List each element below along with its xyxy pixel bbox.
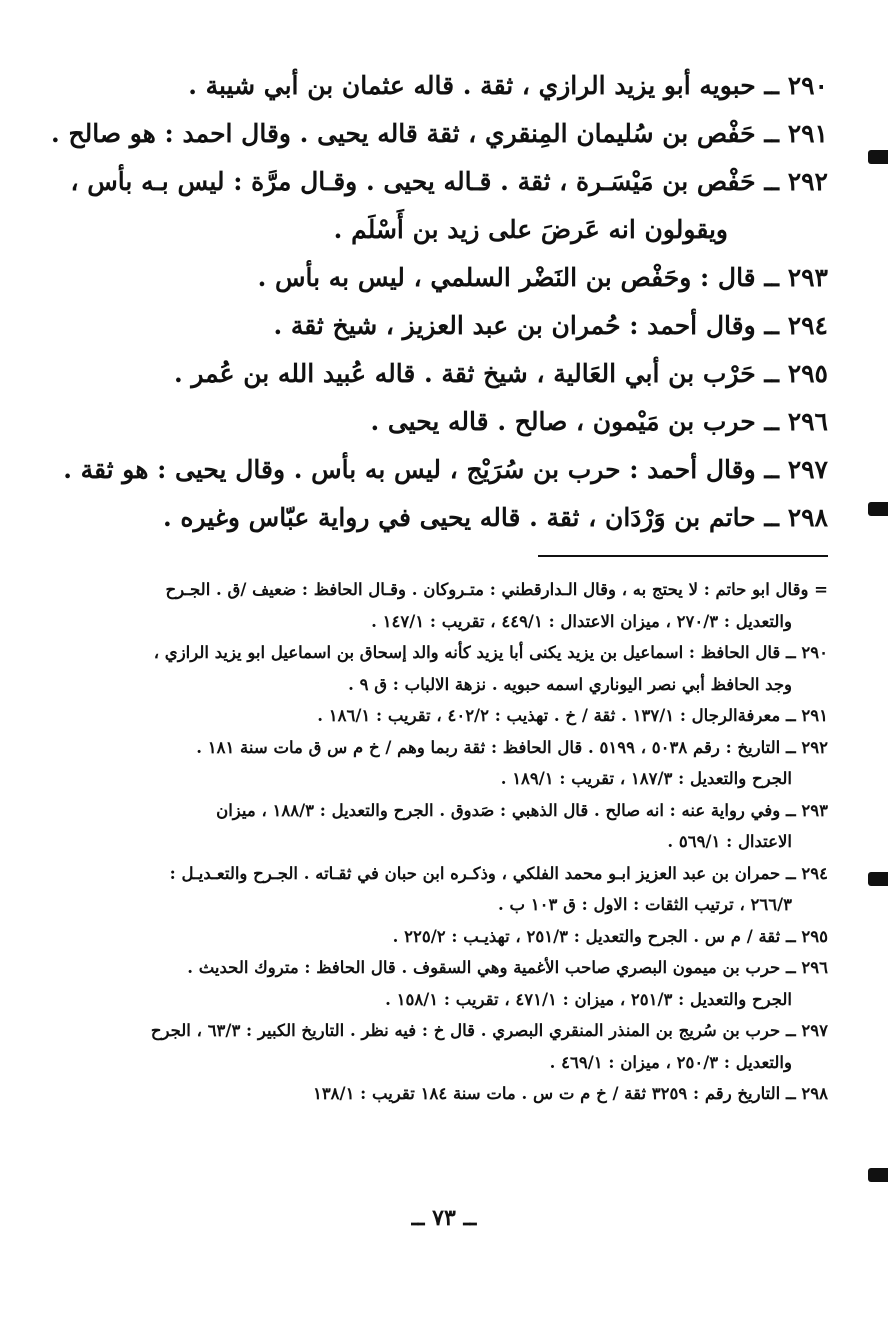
footnote-line: الجرح والتعديل : ١٨٧/٣ ، تقريب : ١٨٩/١ .: [500, 769, 792, 788]
entry-292: ٢٩٢ ــ حَفْص بن مَيْسَـرة ، ثقة . قـاله يحيى . وقـال مرَّة : ليس بـه بأس ،: [70, 167, 828, 196]
footnote-separator: [538, 555, 828, 557]
footnote-296: ٢٩٦ ــ حرب بن ميمون البصري صاحب الأغمية وهي السقوف . قال الحافظ : متروك الحديث .: [187, 958, 828, 977]
footnote-291: ٢٩١ ــ معرفةالرجال : ١٣٧/١ . ثقة / خ . تهذيب : ٤٠٢/٢ ، تقريب : ١٨٦/١ .: [317, 706, 828, 725]
entry-293: ٢٩٣ ــ قال : وحَفْص بن النَضْر السلمي ، ليس به بأس .: [257, 263, 828, 292]
footnote-295: ٢٩٥ ــ ثقة / م س . الجرح والتعديل : ٢٥١/٣ ، تهذيـب : ٢٢٥/٢ .: [392, 926, 828, 946]
entry-298: ٢٩٨ ــ حاتم بن وَرْدَان ، ثقة . قاله يحيى في رواية عبّاس وغيره .: [162, 503, 828, 532]
footnote-line: ٢٦٦/٣ ، ترتيب الثقات : الاول : ق ١٠٣ ب .: [497, 895, 792, 914]
entry-290: ٢٩٠ ــ حبويه أبو يزيد الرازي ، ثقة . قاله عثمان بن أبي شيبة .: [188, 71, 828, 100]
entry-292-continuation: ويقولون انه عَرضَ على زيد بن أَسْلَم .: [333, 215, 728, 244]
page-number: ــ ٧٣ ــ: [411, 1205, 477, 1231]
entry-294: ٢٩٤ ــ وقال أحمد : حُمران بن عبد العزيز ، شيخ ثقة .: [273, 311, 828, 340]
footnote-298: ٢٩٨ ــ التاريخ رقم : ٣٢٥٩ ثقة / خ م ت س . مات سنة ١٨٤ تقريب : ١٣٨/١: [312, 1084, 828, 1103]
footnote-292: ٢٩٢ ــ التاريخ : رقم ٥٠٣٨ ، ٥١٩٩ . قال الحافظ : ثقة ربما وهم / خ م س ق مات سنة ١٨١ .: [196, 737, 828, 757]
scan-edge-mark: [868, 1168, 888, 1182]
entry-291: ٢٩١ ــ حَفْص بن سُليمان المِنقري ، ثقة قاله يحيى . وقال احمد : هو صالح .: [51, 119, 828, 148]
footnote-line: وجد الحافظ أبي نصر اليوناري اسمه حبويه . نزهة الالباب : ق ٩ .: [348, 674, 792, 694]
entry-295: ٢٩٥ ــ حَرْب بن أبي العَالية ، شيخ ثقة . قاله عُبيد الله بن عُمر .: [173, 359, 828, 388]
entry-296: ٢٩٦ ــ حرب بن مَيْمون ، صالح . قاله يحيى .: [370, 407, 828, 436]
footnote-290: ٢٩٠ ــ قال الحافظ : اسماعيل بن يزيد يكنى أبا يزيد كأنه والد إسحاق بن اسماعيل ابو يزيد الرازي ،: [153, 643, 828, 662]
footnote-line: = وقال ابو حاتم : لا يحتج به ، وقال الـدارقطني : متـروكان . وقـال الحافظ : ضعيف /ق . الجـرح: [165, 580, 828, 599]
footnote-294: ٢٩٤ ــ حمران بن عبد العزيز ابـو محمد الفلكي ، وذكـره ابن حبان في ثقـاته . الجـرح والتعـديـل :: [169, 863, 828, 883]
footnote-297: ٢٩٧ ــ حرب بن سُريج بن المنذر المنقري البصري . قال خ : فيه نظر . التاريخ الكبير : ٦٣/٣ ، الجرح: [150, 1021, 828, 1040]
footnote-line: والتعديل : ٢٧٠/٣ ، ميزان الاعتدال : ٤٤٩/١ ، تقريب : ١٤٧/١ .: [371, 611, 792, 631]
scan-edge-mark: [868, 502, 888, 516]
scan-edge-mark: [868, 150, 888, 164]
entry-297: ٢٩٧ ــ وقال أحمد : حرب بن سُرَيْج ، ليس به بأس . وقال يحيى : هو ثقة .: [63, 455, 828, 484]
footnote-line: الاعتدال : ٥٦٩/١ .: [667, 832, 792, 851]
main-text: [51, 62, 828, 542]
footnote-293: ٢٩٣ ــ وفي رواية عنه : انه صالح . قال الذهبي : صَدوق . الجرح والتعديل : ١٨٨/٣ ، ميزان: [216, 800, 828, 820]
scan-edge-mark: [868, 872, 888, 886]
footnote-line: الجرح والتعديل : ٢٥١/٣ ، ميزان : ٤٧١/١ ، تقريب : ١٥٨/١ .: [385, 989, 792, 1009]
footnotes: [108, 574, 828, 1110]
footnote-line: والتعديل : ٢٥٠/٣ ، ميزان : ٤٦٩/١ .: [549, 1052, 792, 1072]
